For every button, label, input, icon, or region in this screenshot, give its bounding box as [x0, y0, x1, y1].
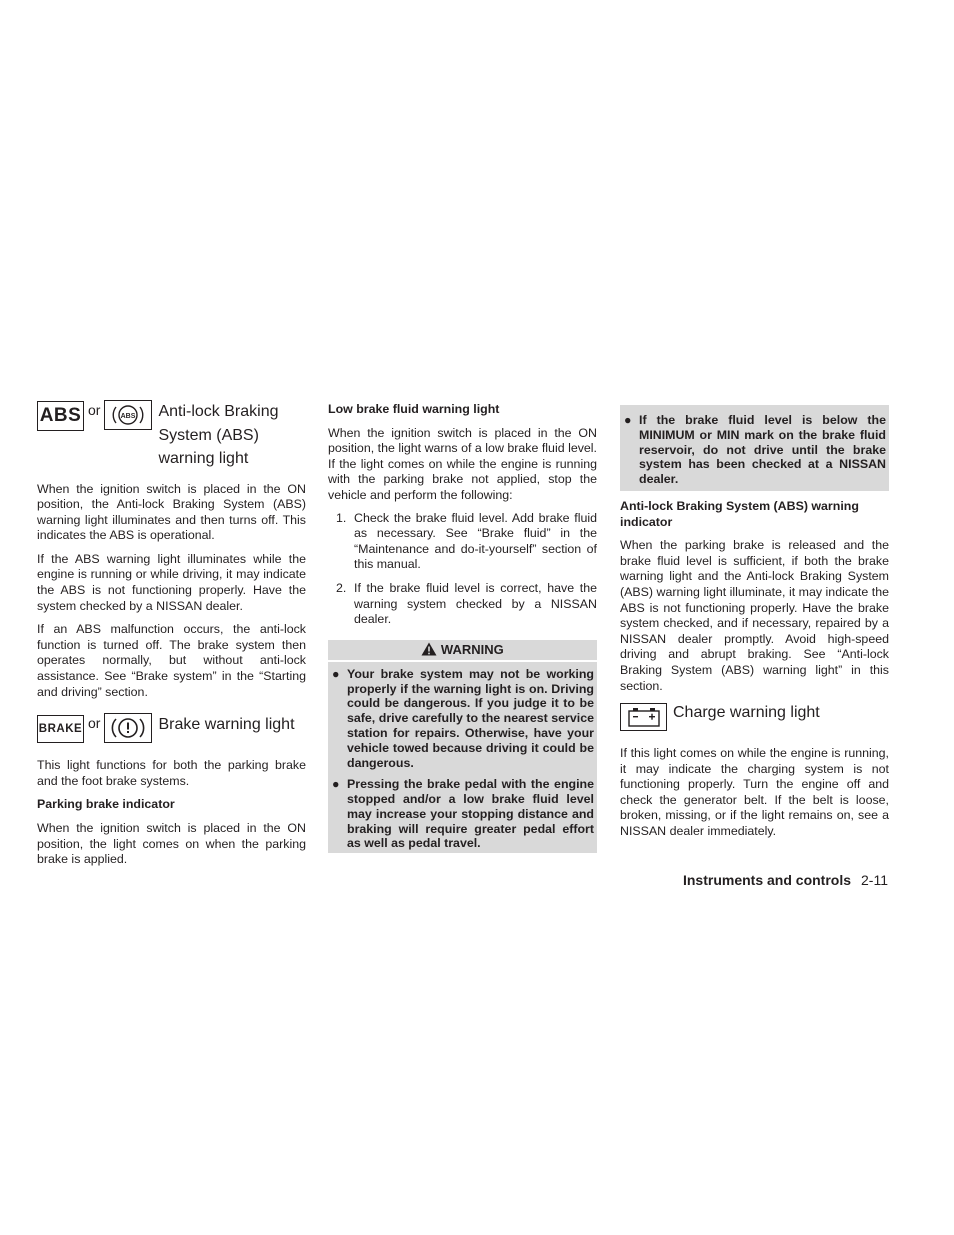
step-text: If the brake fluid level is correct, have the warning system checked by a NISSAN dealer.: [354, 580, 597, 627]
abs-icon-label: ABS: [39, 405, 82, 426]
list-item: [328, 511, 597, 573]
warning-body: [328, 662, 597, 854]
or-label: or: [88, 402, 101, 418]
parking-brake-heading: Parking brake indicator: [37, 797, 175, 812]
step-number: 1.: [336, 510, 347, 525]
abs-title-line-3: warning light: [158, 450, 249, 467]
step-text: Check the brake fluid level. Add brake fluid as necessary. See “Brake fluid” in the “Maintenance and do-it-yourself” section of this manual.: [354, 510, 597, 572]
charge-warning-heading: [620, 703, 889, 731]
abs-paragraph-2: If the ABS warning light illuminates while the engine is running or while driving, it may indicate the ABS is not functioning properly. Have the system checked by a NISSAN dealer.: [37, 551, 306, 613]
list-item: [331, 667, 594, 771]
abs-warning-heading: [37, 400, 306, 471]
note-box: [620, 405, 889, 491]
column-right: [620, 400, 889, 840]
section-name: Instruments and controls: [682, 872, 852, 888]
brake-icon-label: BRAKE: [38, 723, 83, 736]
bullet-icon: ●: [332, 666, 340, 681]
or-label: or: [88, 715, 101, 732]
note-text: If the brake fluid level is below the MINIMUM or MIN mark on the brake fluid reservoir, do not drive until the brake system has been checked at a NISSAN dealer.: [639, 413, 886, 487]
list-item: [623, 413, 886, 487]
list-item: [331, 777, 594, 851]
page-number: 2-11: [861, 872, 888, 888]
warning-text: Pressing the brake pedal with the engine stopped and/or a low brake fluid level may increase your stopping distance and braking will require greater pedal effort as well as pedal travel.: [347, 777, 594, 851]
brake-text-icon: [37, 715, 84, 743]
bullet-icon: ●: [624, 413, 632, 427]
low-brake-fluid-paragraph: When the ignition switch is placed in the ON position, the light warns of a low brake fluid level. If the light comes on while the engine is running with the parking brake not applied, stop the vehicle and perform the following:: [328, 425, 597, 502]
low-brake-fluid-heading: Low brake fluid warning light: [328, 402, 500, 416]
charge-paragraph: If this light comes on while the engine is running, it may indicate the charging system is not functioning properly. Turn the engine off and check the generator belt. If the belt is loose, broken, missing, or if the light remains on, see a NISSAN dealer immediately.: [620, 746, 889, 839]
warning-label: WARNING: [440, 641, 504, 657]
brake-circle-icon: [104, 713, 152, 743]
abs-title-line-2: System (ABS): [158, 426, 259, 444]
brake-paragraph-1: This light functions for both the parking brake and the foot brake systems.: [37, 758, 306, 788]
abs-paragraph-1: When the ignition switch is placed in the ON position, the Anti-lock Braking System (ABS) warning light illuminates and then turns off. This indicates the ABS is operational.: [37, 481, 306, 543]
warning-box: [328, 640, 597, 854]
step-number: 2.: [336, 580, 347, 595]
charge-warning-title: Charge warning light: [673, 704, 820, 722]
abs-warning-title: [158, 400, 278, 471]
warning-triangle-icon: [421, 642, 437, 656]
abs-title-line-1: Anti-lock Braking: [158, 403, 279, 420]
abs-indicator-heading: Anti-lock Braking System (ABS) warning indicator: [620, 498, 859, 529]
warning-header: [328, 640, 597, 660]
page-footer: [683, 872, 888, 888]
abs-indicator-paragraph: When the parking brake is released and the brake fluid level is sufficient, if both the brake warning light and the Anti-lock Braking System (ABS) warning light illuminate, it may indicate the ABS is not functioning properly. Have the brake system checked, and if necessary, repaired by a NISSAN dealer promptly. Avoid high-speed driving and abrupt braking. See “Anti-lock Braking System (ABS) warning light” in this section.: [620, 538, 889, 693]
abs-text-icon: [37, 401, 84, 431]
column-middle: [328, 400, 597, 853]
abs-circle-icon-label: ABS: [121, 413, 136, 420]
list-item: [328, 581, 597, 628]
column-left: [37, 400, 306, 868]
abs-circle-icon: [104, 400, 152, 430]
warning-text: Your brake system may not be working properly if the warning light is on. Driving could be dangerous. If you judge it to be safe, drive carefully to the nearest service station for repairs. Otherwise, have your vehicle towed because driving it could be dangerous.: [347, 666, 594, 770]
parking-brake-paragraph: When the ignition switch is placed in the ON position, the light comes on when the parking brake is applied.: [37, 821, 306, 867]
steps-list: [328, 511, 597, 628]
brake-warning-heading: [37, 713, 306, 743]
battery-icon: [620, 703, 667, 731]
bullet-icon: ●: [332, 777, 340, 792]
brake-warning-title: Brake warning light: [158, 716, 295, 734]
abs-paragraph-3: If an ABS malfunction occurs, the anti-lock function is turned off. The brake system then operates normally, but without anti-lock assistance. See “Brake system” in the “Starting and driving” section.: [37, 622, 306, 699]
